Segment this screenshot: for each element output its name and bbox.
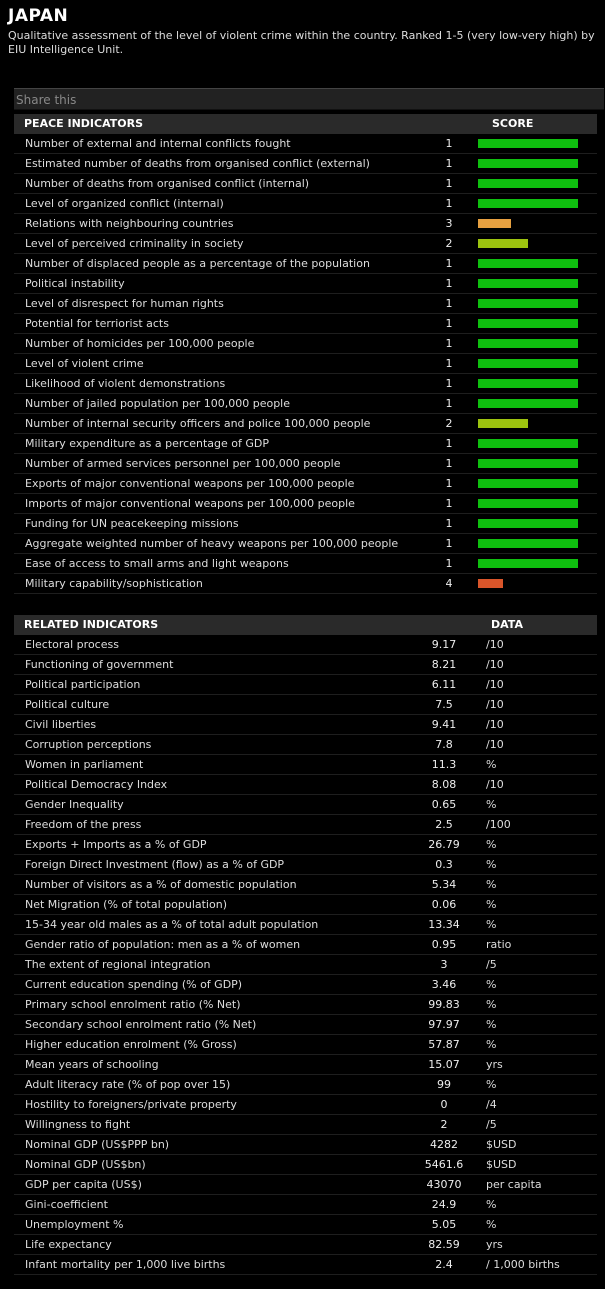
- indicator-name: Number of visitors as a % of domestic population: [25, 878, 297, 891]
- peace-indicator-row: [14, 434, 597, 454]
- indicator-name: Likelihood of violent demonstrations: [25, 377, 226, 390]
- indicator-value: 4282: [430, 1138, 458, 1151]
- score-bar: [478, 219, 511, 228]
- indicator-value: 2: [440, 1118, 448, 1131]
- peace-indicator-row: [14, 574, 597, 594]
- related-indicator-row: [14, 675, 597, 695]
- related-indicator-row: [14, 955, 597, 975]
- indicator-name: Political instability: [25, 277, 125, 290]
- related-indicator-row: [14, 795, 597, 815]
- score-bar: [478, 419, 528, 428]
- score-bar: [478, 359, 578, 368]
- indicator-name: Electoral process: [25, 638, 119, 651]
- peace-indicator-row: [14, 194, 597, 214]
- indicator-score: 1: [445, 537, 453, 550]
- related-indicator-row: [14, 935, 597, 955]
- indicator-unit: /100: [486, 818, 511, 831]
- indicator-unit: $USD: [486, 1138, 517, 1151]
- indicator-unit: %: [486, 998, 497, 1011]
- related-indicators-section: [14, 615, 597, 1275]
- related-indicator-row: [14, 1215, 597, 1235]
- score-bar: [478, 279, 578, 288]
- indicator-name: Level of organized conflict (internal): [25, 197, 224, 210]
- indicator-value: 5.34: [431, 878, 457, 891]
- peace-indicator-row: [14, 514, 597, 534]
- peace-indicators-list: [14, 134, 597, 594]
- indicator-name: Gender ratio of population: men as a % of women: [25, 938, 301, 951]
- indicator-value: 97.97: [428, 1018, 460, 1031]
- indicator-value: 5.05: [431, 1218, 457, 1231]
- indicator-name: Funding for UN peacekeeping missions: [25, 517, 239, 530]
- indicator-unit: /10: [486, 638, 504, 651]
- peace-indicators-header: [14, 114, 597, 134]
- indicator-unit: %: [486, 1018, 497, 1031]
- score-column-header: SCORE: [492, 117, 534, 130]
- indicator-name: Mean years of schooling: [25, 1058, 159, 1071]
- indicator-name: Current education spending (% of GDP): [25, 978, 243, 991]
- related-indicator-row: [14, 1035, 597, 1055]
- score-bar: [478, 459, 578, 468]
- indicator-name: Level of violent crime: [25, 357, 144, 370]
- indicator-name: Number of jailed population per 100,000 people: [25, 397, 291, 410]
- indicator-score: 1: [445, 137, 453, 150]
- indicator-name: Ease of access to small arms and light weapons: [25, 557, 289, 570]
- score-bar: [478, 259, 578, 268]
- indicator-name: Number of external and internal conflicts fought: [25, 137, 291, 150]
- indicator-value: 7.5: [435, 698, 453, 711]
- score-bar: [478, 299, 578, 308]
- peace-indicator-row: [14, 374, 597, 394]
- indicator-name: Functioning of government: [25, 658, 174, 671]
- indicator-name: Exports of major conventional weapons per 100,000 people: [25, 477, 355, 490]
- indicator-name: Nominal GDP (US$PPP bn): [25, 1138, 170, 1151]
- indicator-unit: /10: [486, 698, 504, 711]
- page-header: [0, 0, 605, 57]
- indicator-name: Imports of major conventional weapons per 100,000 people: [25, 497, 355, 510]
- score-bar: [478, 499, 578, 508]
- indicator-unit: /10: [486, 658, 504, 671]
- indicator-name: Gender Inequality: [25, 798, 124, 811]
- score-bar: [478, 239, 528, 248]
- indicator-name: Potential for terriorist acts: [25, 317, 169, 330]
- peace-indicators-section: [14, 114, 597, 594]
- related-indicator-row: [14, 635, 597, 655]
- indicator-score: 1: [445, 337, 453, 350]
- peace-indicator-row: [14, 154, 597, 174]
- indicator-score: 1: [445, 297, 453, 310]
- peace-indicator-row: [14, 254, 597, 274]
- indicator-name: Political Democracy Index: [25, 778, 168, 791]
- score-bar: [478, 379, 578, 388]
- indicator-value: 26.79: [428, 838, 460, 851]
- indicator-name: Higher education enrolment (% Gross): [25, 1038, 237, 1051]
- indicator-name: Net Migration (% of total population): [25, 898, 227, 911]
- score-bar: [478, 199, 578, 208]
- indicator-value: 43070: [426, 1178, 462, 1191]
- indicator-name: Military expenditure as a percentage of GDP: [25, 437, 269, 450]
- peace-indicator-row: [14, 394, 597, 414]
- indicator-value: 0.3: [435, 858, 453, 871]
- indicator-name: Foreign Direct Investment (flow) as a % of GDP: [25, 858, 285, 871]
- score-bar: [478, 539, 578, 548]
- indicator-name: Number of internal security officers and police 100,000 people: [25, 417, 371, 430]
- indicator-name: Number of displaced people as a percentage of the population: [25, 257, 370, 270]
- score-bar: [478, 399, 578, 408]
- indicator-value: 8.08: [431, 778, 457, 791]
- indicator-score: 1: [445, 457, 453, 470]
- indicator-name: Civil liberties: [25, 718, 97, 731]
- peace-indicator-row: [14, 454, 597, 474]
- related-indicator-row: [14, 775, 597, 795]
- country-title: JAPAN: [8, 6, 69, 26]
- indicator-score: 1: [445, 317, 453, 330]
- indicator-score: 2: [445, 237, 453, 250]
- related-indicator-row: [14, 735, 597, 755]
- score-bar: [478, 439, 578, 448]
- indicator-description: Qualitative assessment of the level of violent crime within the country. Ranked 1-5 (very low-very high) by EIU Intelligence Unit.: [8, 29, 595, 56]
- related-indicator-row: [14, 1095, 597, 1115]
- indicator-value: 99: [437, 1078, 451, 1091]
- related-indicator-row: [14, 915, 597, 935]
- indicator-unit: %: [486, 1198, 497, 1211]
- indicator-name: Level of perceived criminality in society: [25, 237, 244, 250]
- peace-indicator-row: [14, 334, 597, 354]
- indicator-value: 7.8: [435, 738, 453, 751]
- related-indicators-list: [14, 635, 597, 1275]
- indicator-name: Relations with neighbouring countries: [25, 217, 234, 230]
- related-indicator-row: [14, 715, 597, 735]
- indicator-name: 15-34 year old males as a % of total adult population: [25, 918, 319, 931]
- indicator-value: 99.83: [428, 998, 460, 1011]
- score-bar: [478, 319, 578, 328]
- related-indicator-row: [14, 1055, 597, 1075]
- related-indicator-row: [14, 1255, 597, 1275]
- peace-indicators-title: PEACE INDICATORS: [24, 117, 144, 130]
- indicator-name: Corruption perceptions: [25, 738, 152, 751]
- indicator-name: Secondary school enrolment ratio (% Net): [25, 1018, 257, 1031]
- indicator-name: Willingness to fight: [25, 1118, 131, 1131]
- indicator-value: 9.17: [431, 638, 457, 651]
- indicator-value: 11.3: [431, 758, 457, 771]
- indicator-value: 9.41: [431, 718, 457, 731]
- indicator-name: Level of disrespect for human rights: [25, 297, 224, 310]
- peace-indicator-row: [14, 174, 597, 194]
- indicator-name: Freedom of the press: [25, 818, 142, 831]
- score-bar: [478, 159, 578, 168]
- indicator-unit: %: [486, 978, 497, 991]
- indicator-unit: %: [486, 798, 497, 811]
- indicator-name: GDP per capita (US$): [25, 1178, 142, 1191]
- indicator-name: Estimated number of deaths from organised conflict (external): [25, 157, 370, 170]
- indicator-name: Exports + Imports as a % of GDP: [25, 838, 207, 851]
- data-column-header: DATA: [491, 618, 523, 631]
- indicator-unit: yrs: [486, 1058, 503, 1071]
- related-indicator-row: [14, 1115, 597, 1135]
- indicator-unit: %: [486, 1218, 497, 1231]
- indicator-unit: / 1,000 births: [486, 1258, 560, 1271]
- indicator-unit: %: [486, 878, 497, 891]
- indicator-value: 3.46: [431, 978, 457, 991]
- indicator-unit: %: [486, 1038, 497, 1051]
- score-bar: [478, 479, 578, 488]
- indicator-value: 0: [440, 1098, 448, 1111]
- indicator-unit: %: [486, 838, 497, 851]
- indicator-score: 1: [445, 497, 453, 510]
- related-indicator-row: [14, 855, 597, 875]
- indicator-name: Adult literacy rate (% of pop over 15): [25, 1078, 231, 1091]
- indicator-name: Number of armed services personnel per 100,000 people: [25, 457, 341, 470]
- indicator-value: 0.06: [431, 898, 457, 911]
- indicator-unit: %: [486, 918, 497, 931]
- indicator-unit: /10: [486, 778, 504, 791]
- peace-indicator-row: [14, 134, 597, 154]
- indicator-unit: ratio: [486, 938, 512, 951]
- indicator-value: 0.65: [431, 798, 457, 811]
- indicator-score: 1: [445, 177, 453, 190]
- peace-indicator-row: [14, 274, 597, 294]
- indicator-name: Nominal GDP (US$bn): [25, 1158, 146, 1171]
- score-bar: [478, 339, 578, 348]
- related-indicator-row: [14, 875, 597, 895]
- related-indicators-header: [14, 615, 597, 635]
- indicator-name: Life expectancy: [25, 1238, 112, 1251]
- related-indicator-row: [14, 1155, 597, 1175]
- peace-indicator-row: [14, 294, 597, 314]
- indicator-score: 1: [445, 397, 453, 410]
- indicator-name: Women in parliament: [25, 758, 144, 771]
- peace-indicator-row: [14, 494, 597, 514]
- related-indicator-row: [14, 1015, 597, 1035]
- related-indicator-row: [14, 1175, 597, 1195]
- indicator-name: Primary school enrolment ratio (% Net): [25, 998, 241, 1011]
- indicator-score: 4: [445, 577, 453, 590]
- related-indicator-row: [14, 755, 597, 775]
- indicator-score: 1: [445, 357, 453, 370]
- indicator-value: 0.95: [431, 938, 457, 951]
- score-bar: [478, 139, 578, 148]
- indicator-unit: $USD: [486, 1158, 517, 1171]
- peace-indicator-row: [14, 314, 597, 334]
- indicator-score: 1: [445, 197, 453, 210]
- related-indicator-row: [14, 1195, 597, 1215]
- indicator-name: Political culture: [25, 698, 110, 711]
- peace-indicator-row: [14, 414, 597, 434]
- related-indicator-row: [14, 895, 597, 915]
- indicator-name: Political participation: [25, 678, 141, 691]
- indicator-score: 3: [445, 217, 453, 230]
- peace-indicator-row: [14, 534, 597, 554]
- share-this-button[interactable]: Share this: [14, 88, 604, 110]
- peace-indicator-row: [14, 214, 597, 234]
- indicator-unit: /5: [486, 1118, 497, 1131]
- indicator-unit: per capita: [486, 1178, 542, 1191]
- indicator-name: Aggregate weighted number of heavy weapons per 100,000 people: [25, 537, 399, 550]
- indicator-name: Number of homicides per 100,000 people: [25, 337, 255, 350]
- indicator-unit: /10: [486, 718, 504, 731]
- indicator-score: 1: [445, 437, 453, 450]
- peace-indicator-row: [14, 354, 597, 374]
- indicator-name: The extent of regional integration: [25, 958, 211, 971]
- score-bar: [478, 579, 503, 588]
- indicator-score: 1: [445, 557, 453, 570]
- indicator-unit: yrs: [486, 1238, 503, 1251]
- indicator-unit: /4: [486, 1098, 497, 1111]
- related-indicator-row: [14, 975, 597, 995]
- indicator-score: 1: [445, 377, 453, 390]
- indicator-value: 15.07: [428, 1058, 460, 1071]
- related-indicator-row: [14, 1235, 597, 1255]
- related-indicator-row: [14, 815, 597, 835]
- indicator-score: 1: [445, 517, 453, 530]
- related-indicator-row: [14, 1075, 597, 1095]
- indicator-name: Gini-coefficient: [25, 1198, 108, 1211]
- peace-indicator-row: [14, 474, 597, 494]
- score-bar: [478, 519, 578, 528]
- related-indicator-row: [14, 695, 597, 715]
- indicator-name: Number of deaths from organised conflict (internal): [25, 177, 310, 190]
- indicator-name: Unemployment %: [25, 1218, 124, 1231]
- indicator-score: 1: [445, 477, 453, 490]
- indicator-unit: %: [486, 858, 497, 871]
- peace-indicator-row: [14, 554, 597, 574]
- indicator-value: 13.34: [428, 918, 460, 931]
- related-indicator-row: [14, 835, 597, 855]
- related-indicator-row: [14, 995, 597, 1015]
- indicator-score: 1: [445, 157, 453, 170]
- indicator-score: 2: [445, 417, 453, 430]
- peace-indicator-row: [14, 234, 597, 254]
- indicator-value: 5461.6: [424, 1158, 464, 1171]
- score-bar: [478, 179, 578, 188]
- indicator-unit: %: [486, 898, 497, 911]
- indicator-value: 24.9: [431, 1198, 457, 1211]
- indicator-unit: %: [486, 1078, 497, 1091]
- indicator-value: 57.87: [428, 1038, 460, 1051]
- score-bar: [478, 559, 578, 568]
- indicator-name: Military capability/sophistication: [25, 577, 203, 590]
- indicator-score: 1: [445, 257, 453, 270]
- indicator-value: 8.21: [431, 658, 457, 671]
- indicator-value: 6.11: [431, 678, 457, 691]
- indicator-value: 3: [440, 958, 448, 971]
- indicator-unit: /10: [486, 738, 504, 751]
- indicator-name: Hostility to foreigners/private property: [25, 1098, 237, 1111]
- indicator-value: 2.4: [435, 1258, 453, 1271]
- indicator-value: 82.59: [428, 1238, 460, 1251]
- indicator-unit: %: [486, 758, 497, 771]
- indicator-score: 1: [445, 277, 453, 290]
- related-indicator-row: [14, 655, 597, 675]
- related-indicators-title: RELATED INDICATORS: [24, 618, 159, 631]
- indicator-unit: /5: [486, 958, 497, 971]
- indicator-unit: /10: [486, 678, 504, 691]
- related-indicator-row: [14, 1135, 597, 1155]
- indicator-value: 2.5: [435, 818, 453, 831]
- indicator-name: Infant mortality per 1,000 live births: [25, 1258, 226, 1271]
